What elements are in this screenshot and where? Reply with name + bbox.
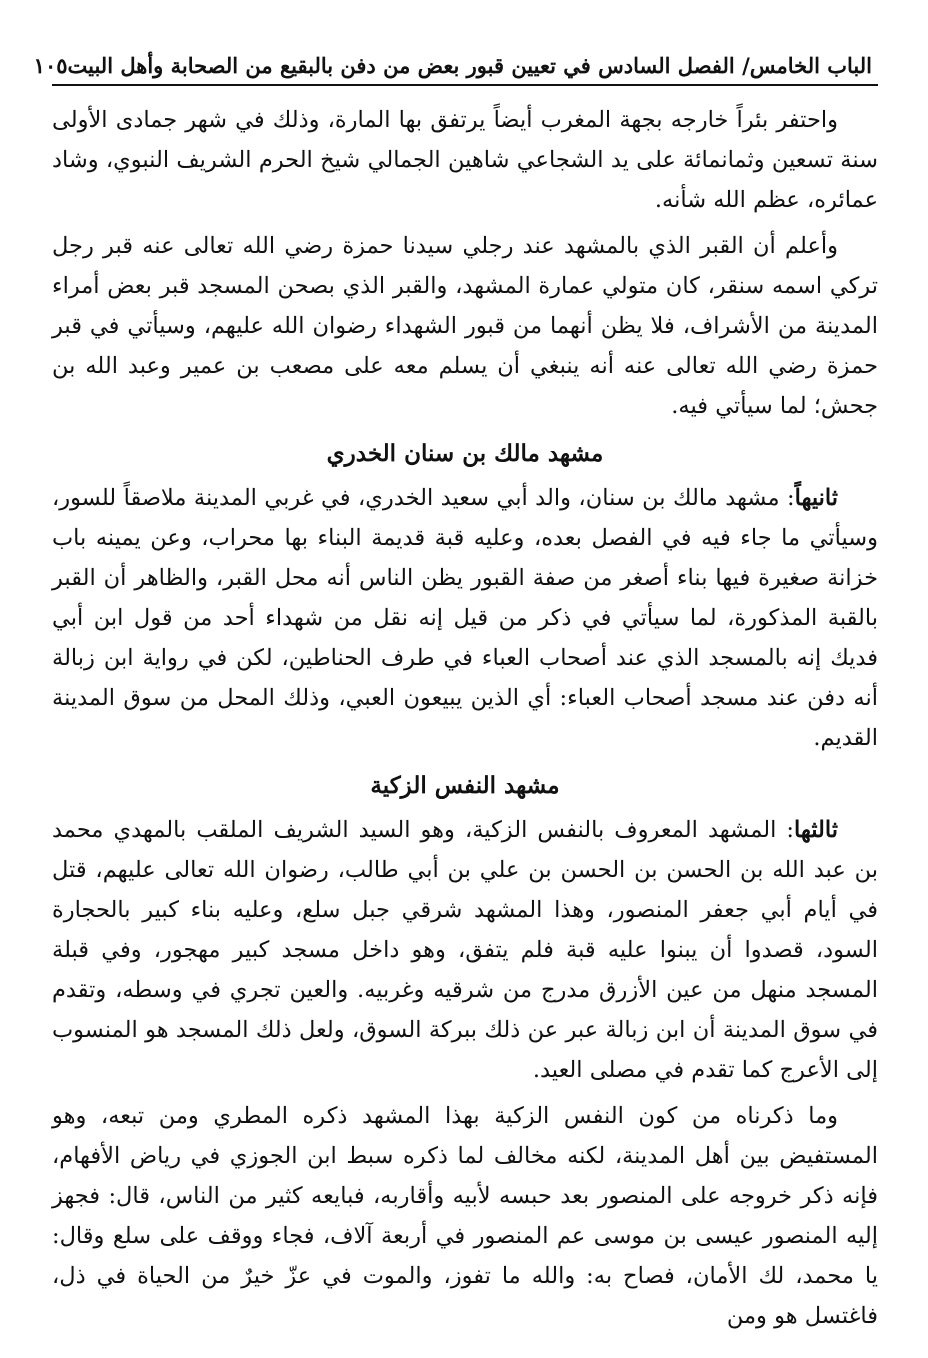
paragraph-graves: وأعلم أن القبر الذي بالمشهد عند رجلي سيدنا حمزة رضي الله تعالى عنه قبر رجل تركي اسمه سنقر، كان متولي عمارة المشهد، والقبر الذي بصحن المسجد قبر بعض أمراء المدينة من الأشراف، فلا يظن أنهما من قبور الشهداء رضوان الله عليهم، وسيأتي في قبر حمزة رضي الله تعالى عنه أنه ينبغي أن يسلم معه على مصعب بن عمير وعبد الله بن جحش؛ لما سيأتي فيه. (52, 233, 878, 419)
page-header (33, 50, 878, 86)
paragraph-lead-word: ثالثها (794, 817, 838, 843)
section-heading-nafs-zakiyya: مشهد النفس الزكية (370, 772, 560, 799)
paragraph-continuation: وما ذكرناه من كون النفس الزكية بهذا المشهد ذكره المطري ومن تبعه، وهو المستفيض بين أهل المدينة، لكنه مخالف لما ذكره سبط ابن الجوزي في رياض الأفهام، فإنه ذكر خروجه على المنصور بعد حبسه لأبيه وأقاربه، فبايعه كثير من الناس، قال: فجهز إليه المنصور عيسى بن موسى عم المنصور في أربعة آلاف، فجاء ووقف على سلع وقال: يا محمد، لك الأمان، فصاح به: والله ما تفوز، والموت في عزّ خيرٌ من الحياة في ذل، فاغتسل هو ومن (52, 1103, 878, 1329)
paragraph-malik (52, 478, 878, 758)
page-number: ١٠٥ (33, 53, 68, 78)
paragraph-text: : مشهد مالك بن سنان، والد أبي سعيد الخدري، في غربي المدينة ملاصقاً للسور، وسيأتي ما جاء فيه في الفصل بعده، وعليه قبة قديمة البناء بها محراب، وعن يمينه باب خزانة صغيرة فيها بناء أصغر من صفة القبور يظن الناس أنه محل القبر، والظاهر أن القبر بالقبة المذكورة، لما سيأتي في ذكر من قيل إنه نقل من شهداء أحد من قول ابن أبي فديك إنه بالمسجد الذي عند أصحاب العباء في طرف الحناطين، لكن في رواية ابن زبالة أنه دفن عند مسجد أصحاب العباء: أي الذين يبيعون العبي، وذلك المحل من سوق المدينة القديم. (52, 485, 878, 751)
paragraph-lead-word: ثانيهاً (794, 485, 838, 511)
paragraph-nafs-zakiyya (52, 810, 878, 1090)
running-title: الباب الخامس/ الفصل السادس في تعيين قبور بعض من دفن بالبقيع من الصحابة وأهل البيت (67, 53, 872, 78)
page-body (52, 100, 878, 1336)
paragraph-text: : المشهد المعروف بالنفس الزكية، وهو السيد الشريف الملقب بالمهدي محمد بن عبد الله بن الحسن بن الحسن بن علي بن أبي طالب، رضوان الله تعالى عليهم، قتل في أيام أبي جعفر المنصور، وهذا المشهد شرقي جبل سلع، وعليه بناء كبير بالحجارة السود، قصدوا أن يبنوا عليه قبة فلم يتفق، وهو داخل مسجد كبير مهجور، وفي قبلة المسجد منهل من عين الأزرق مدرج من شرقيه وغربيه. والعين تجري في وسطه، وتقدم في سوق المدينة أن ابن زبالة عبر عن ذلك ببركة السوق، ولعل ذلك المسجد هو المنسوب إلى الأعرج كما تقدم في مصلى العيد. (52, 817, 878, 1083)
section-heading-malik: مشهد مالك بن سنان الخدري (326, 440, 604, 467)
paragraph-well: واحتفر بئراً خارجه بجهة المغرب أيضاً يرتفق بها المارة، وذلك في شهر جمادى الأولى سنة تسعين وثمانمائة على يد الشجاعي شاهين الجمالي شيخ الحرم الشريف النبوي، وشاد عمائره، عظم الله شأنه. (52, 107, 878, 213)
